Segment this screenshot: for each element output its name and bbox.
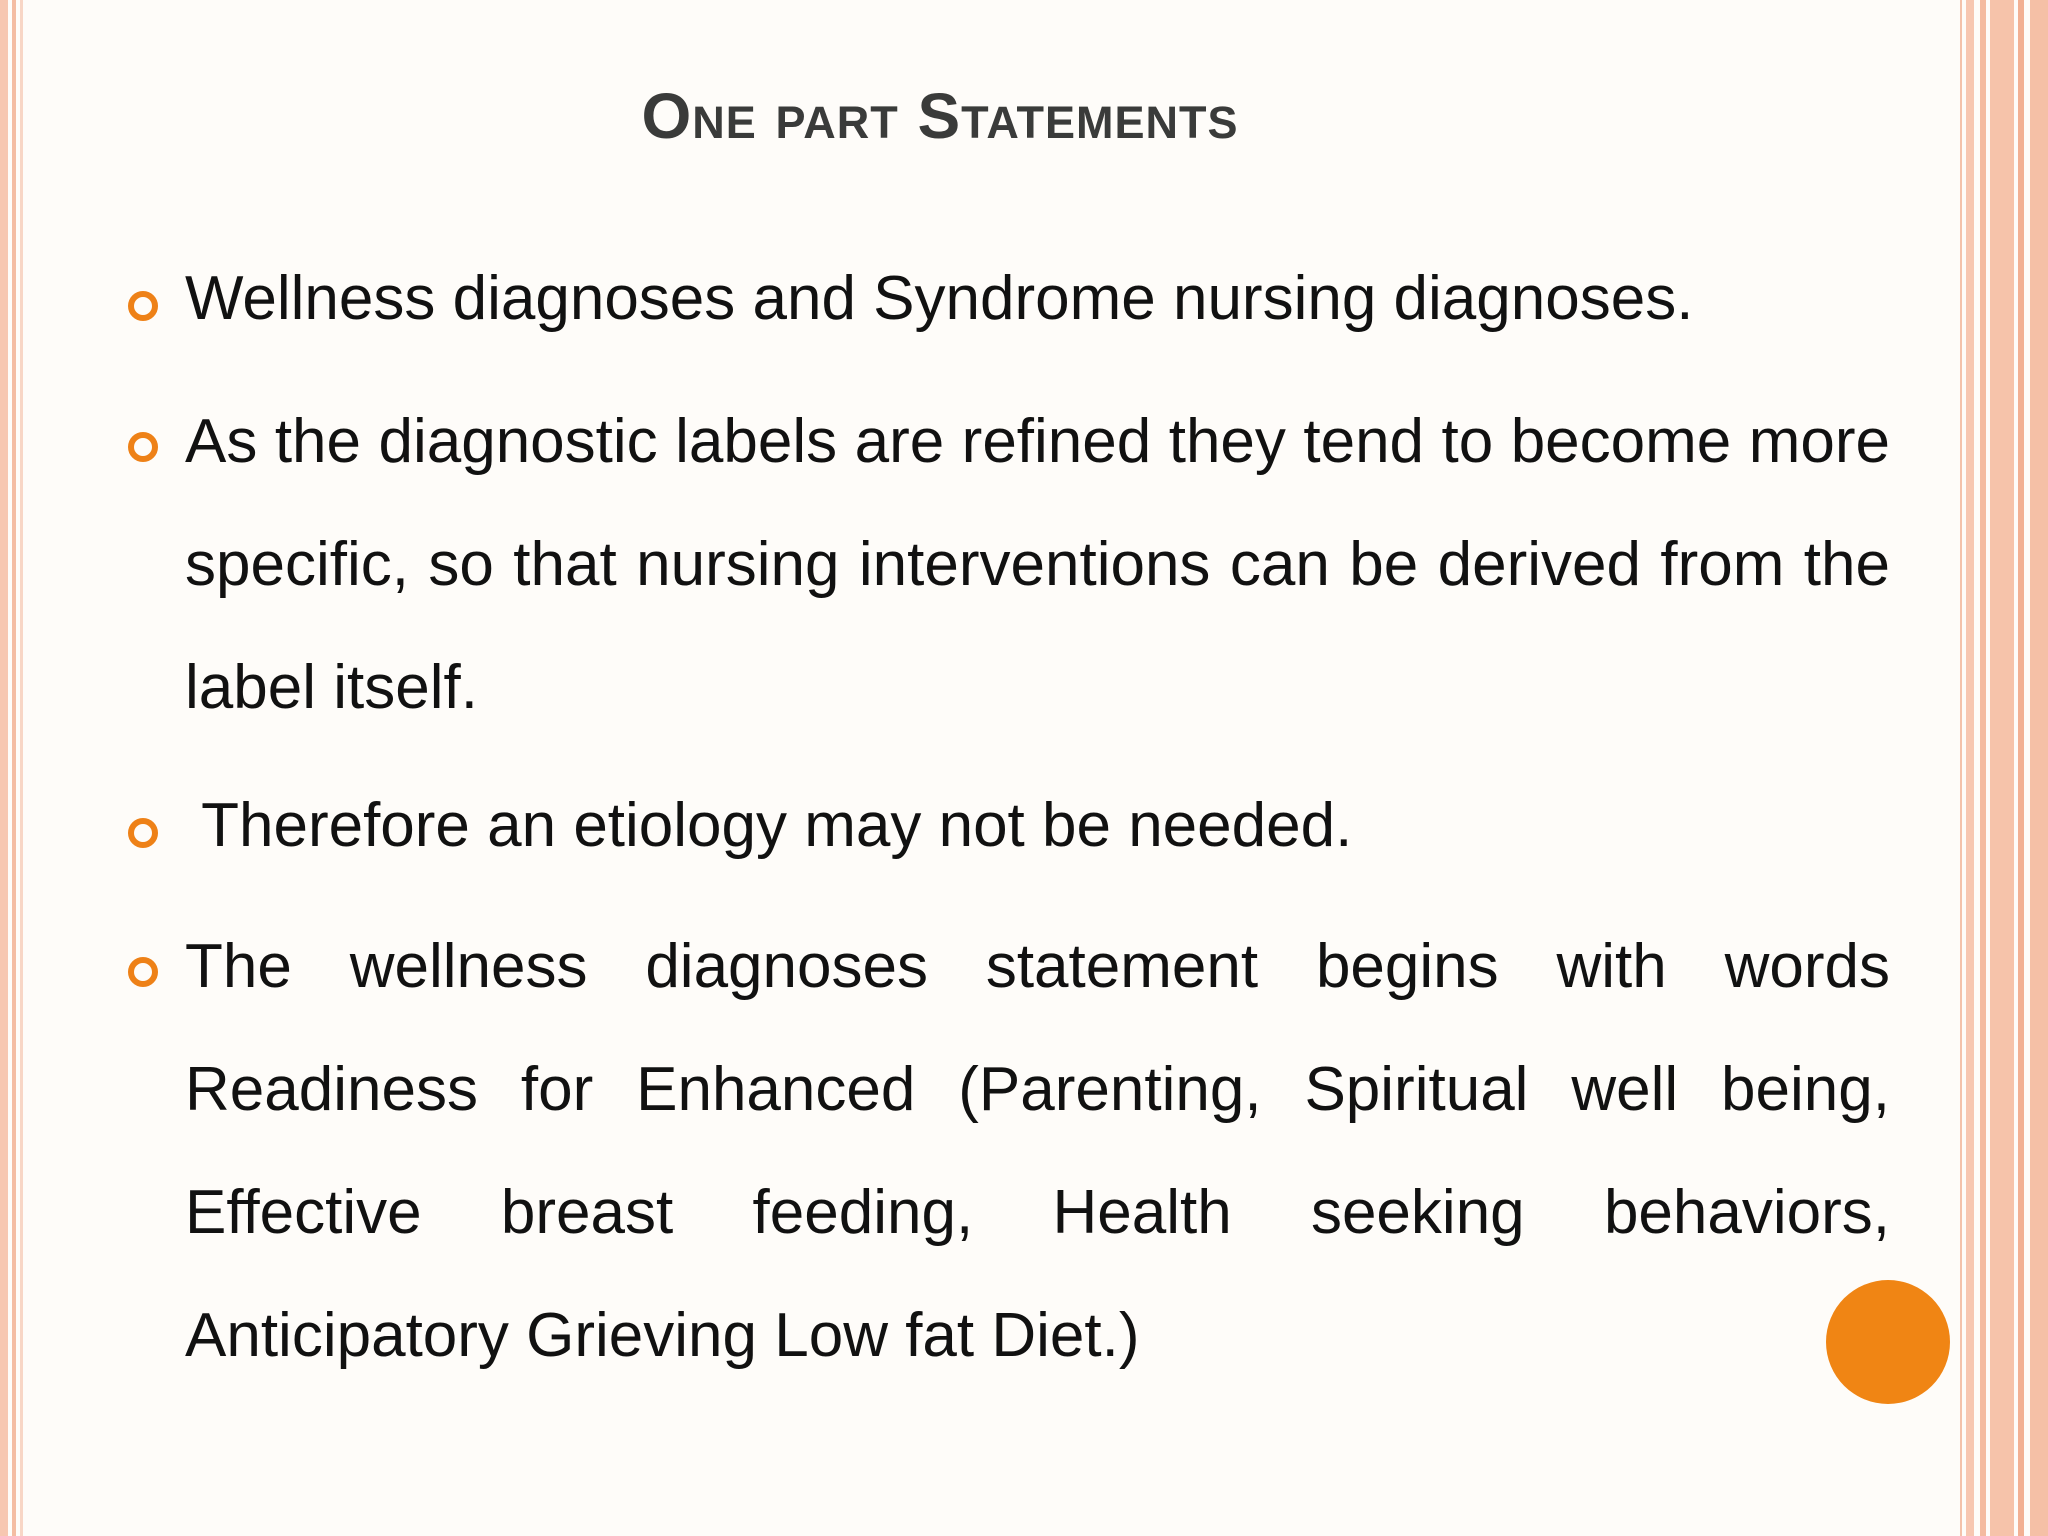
bullet-circle-icon <box>128 432 158 462</box>
bullet-text: Wellness diagnoses and Syndrome nursing diagnoses. <box>185 264 1694 333</box>
bullet-circle-icon <box>128 291 158 321</box>
bullet-text: The wellness diagnoses statement begins with words Readiness for Enhanced (Parenting, Spiritual well being, Effective breast feeding, Health seeking behaviors, Anticipatory Grieving Low fat Diet.) <box>185 932 1890 1370</box>
bullet-circle-icon <box>128 818 158 848</box>
bullet-circle-icon <box>128 957 158 987</box>
slide-title: One part Statements <box>641 80 1239 152</box>
bullet-text: Therefore an etiology may not be needed. <box>185 791 1353 860</box>
decorative-orange-circle <box>1826 1280 1950 1404</box>
bullet-text: As the diagnostic labels are refined they tend to become more specific, so that nursing interventions can be derived from the label itself. <box>185 407 1890 722</box>
